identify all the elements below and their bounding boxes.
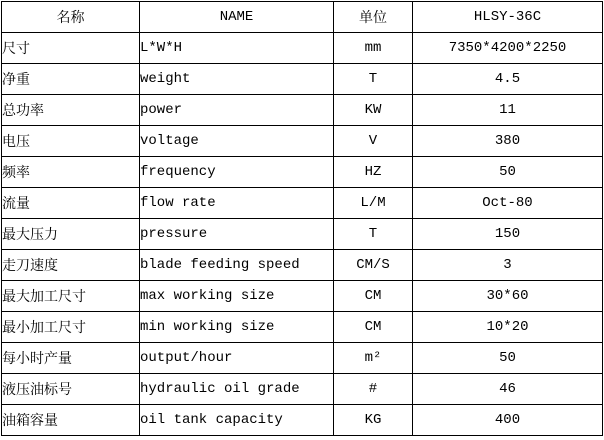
- cell-name-en: min working size: [140, 312, 334, 343]
- cell-unit: KW: [334, 95, 413, 126]
- header-model: HLSY-36C: [413, 2, 603, 33]
- cell-name-en: output/hour: [140, 343, 334, 374]
- cell-unit: T: [334, 64, 413, 95]
- cell-name-cn: 净重: [2, 64, 140, 95]
- cell-value: Oct-80: [413, 188, 603, 219]
- table-row: [2, 33, 603, 64]
- cell-name-cn: 油箱容量: [2, 405, 140, 436]
- cell-name-en: oil tank capacity: [140, 405, 334, 436]
- cell-value: 50: [413, 157, 603, 188]
- cell-name-en: blade feeding speed: [140, 250, 334, 281]
- table-row: [2, 126, 603, 157]
- cell-unit: T: [334, 219, 413, 250]
- cell-name-en: voltage: [140, 126, 334, 157]
- cell-name-en: weight: [140, 64, 334, 95]
- cell-unit: KG: [334, 405, 413, 436]
- cell-unit: m²: [334, 343, 413, 374]
- cell-name-en: max working size: [140, 281, 334, 312]
- table-row: [2, 374, 603, 405]
- cell-name-cn: 最大加工尺寸: [2, 281, 140, 312]
- cell-value: 30*60: [413, 281, 603, 312]
- cell-unit: CM: [334, 312, 413, 343]
- table-row: [2, 343, 603, 374]
- cell-name-cn: 总功率: [2, 95, 140, 126]
- cell-name-en: power: [140, 95, 334, 126]
- cell-value: 11: [413, 95, 603, 126]
- table-row: [2, 157, 603, 188]
- cell-name-cn: 流量: [2, 188, 140, 219]
- cell-name-cn: 液压油标号: [2, 374, 140, 405]
- cell-value: 7350*4200*2250: [413, 33, 603, 64]
- cell-unit: HZ: [334, 157, 413, 188]
- table-row: [2, 95, 603, 126]
- table-row: [2, 219, 603, 250]
- header-unit: 单位: [334, 2, 413, 33]
- cell-name-en: frequency: [140, 157, 334, 188]
- table-row: [2, 64, 603, 95]
- table-row: [2, 312, 603, 343]
- cell-name-cn: 频率: [2, 157, 140, 188]
- cell-name-en: L*W*H: [140, 33, 334, 64]
- table-row: [2, 188, 603, 219]
- cell-name-cn: 走刀速度: [2, 250, 140, 281]
- cell-unit: V: [334, 126, 413, 157]
- cell-name-cn: 尺寸: [2, 33, 140, 64]
- header-row: [2, 2, 603, 33]
- spec-sheet: [1, 1, 603, 436]
- cell-value: 50: [413, 343, 603, 374]
- table-row: [2, 281, 603, 312]
- cell-unit: mm: [334, 33, 413, 64]
- cell-unit: L/M: [334, 188, 413, 219]
- cell-name-en: pressure: [140, 219, 334, 250]
- cell-unit: CM/S: [334, 250, 413, 281]
- cell-value: 4.5: [413, 64, 603, 95]
- cell-value: 46: [413, 374, 603, 405]
- cell-unit: CM: [334, 281, 413, 312]
- cell-name-en: hydraulic oil grade: [140, 374, 334, 405]
- table-row: [2, 250, 603, 281]
- spec-table: [1, 1, 603, 436]
- cell-name-cn: 每小时产量: [2, 343, 140, 374]
- cell-name-cn: 最大压力: [2, 219, 140, 250]
- cell-name-cn: 最小加工尺寸: [2, 312, 140, 343]
- table-row: [2, 405, 603, 436]
- cell-name-en: flow rate: [140, 188, 334, 219]
- cell-value: 10*20: [413, 312, 603, 343]
- cell-value: 400: [413, 405, 603, 436]
- cell-name-cn: 电压: [2, 126, 140, 157]
- cell-value: 3: [413, 250, 603, 281]
- header-name-cn: 名称: [2, 2, 140, 33]
- header-name-en: NAME: [140, 2, 334, 33]
- cell-unit: #: [334, 374, 413, 405]
- cell-value: 150: [413, 219, 603, 250]
- cell-value: 380: [413, 126, 603, 157]
